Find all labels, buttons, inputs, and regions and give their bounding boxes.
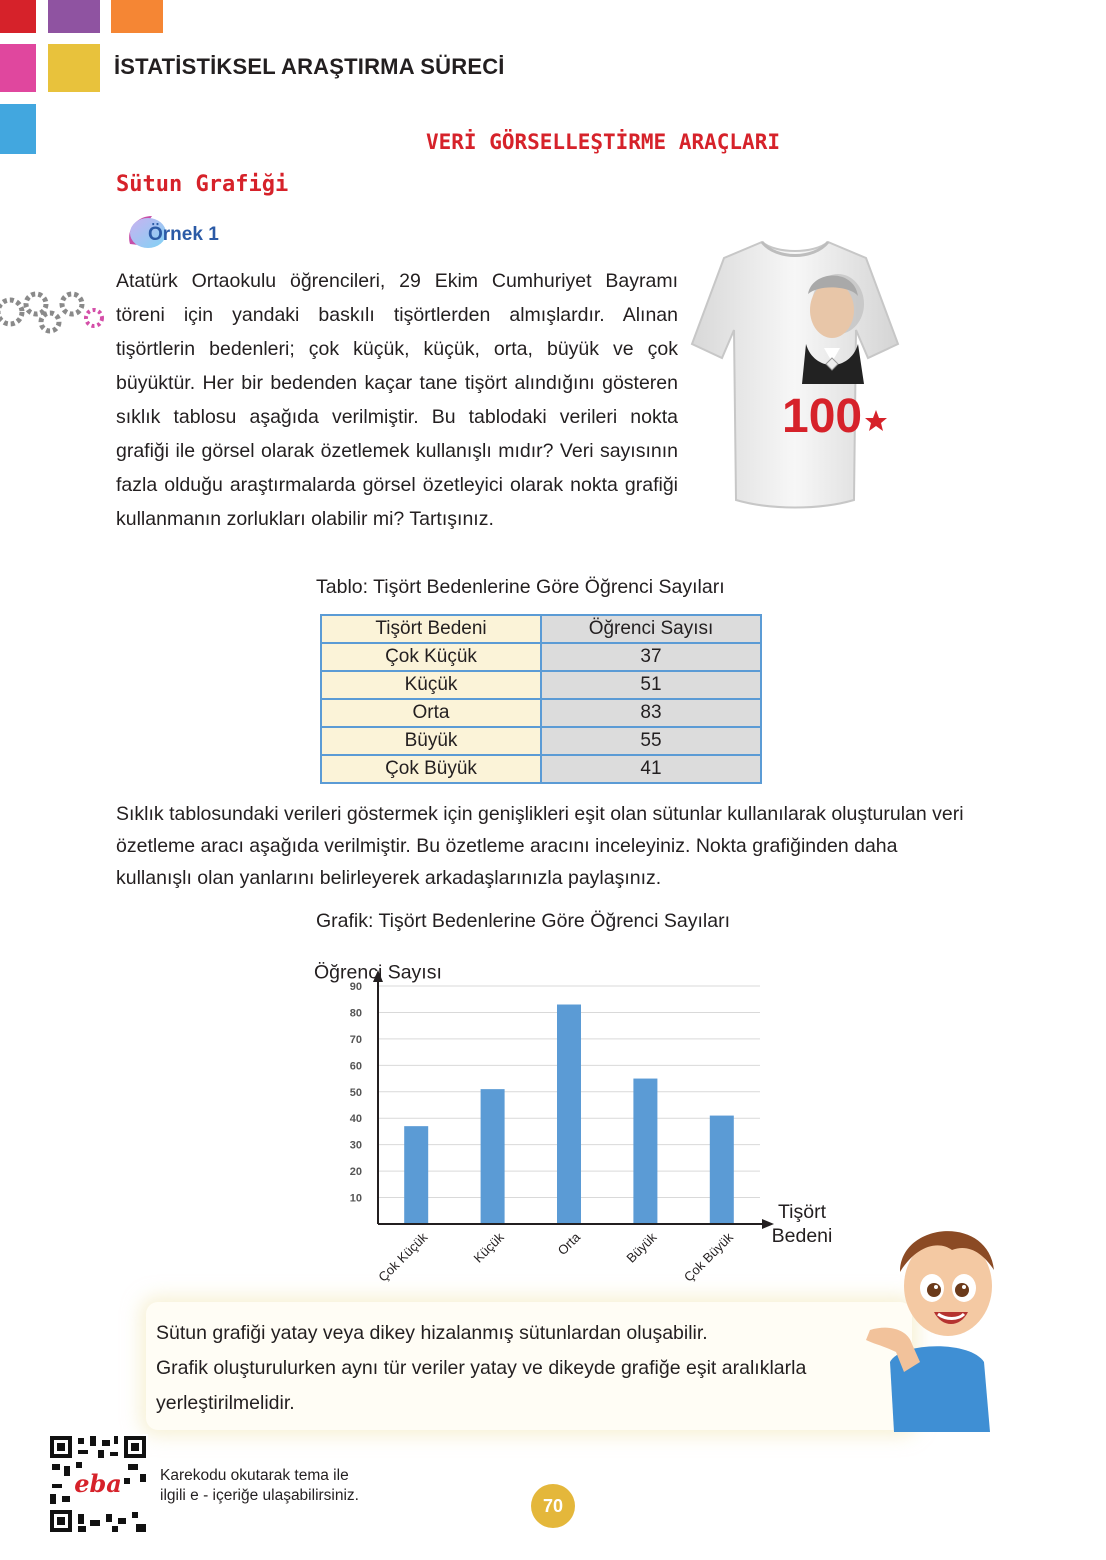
table-cell: 55 <box>541 727 761 755</box>
y-tick-label: 50 <box>349 1086 362 1099</box>
bar-2 <box>481 1089 505 1224</box>
qr-code-icon[interactable] <box>48 1434 148 1534</box>
example-paragraph: Atatürk Ortaokulu öğrencileri, 29 Ekim Cumhuriyet Bayramı töreni için yandaki baskılı tişörtlerden almışlardır. Alınan tişörtlerin bedenleri; çok küçük, küçük, orta, büyük ve çok büyüktür. Her bir bedenden kaçar tane tişört alındığını gösteren sıklık tablosu aşağıda verilmiştir. Bu tablodaki verileri nokta grafiği ile görsel olarak özetlemek kullanışlı mıdır? Veri sayısının fazla olduğu araştırmalarda görsel özetleyici olarak nokta grafiği kullanmanın zorlukları olabilir mi? Tartışınız. <box>116 270 678 530</box>
example-label: Örnek 1 <box>148 224 219 245</box>
tshirt-print-text: 100 <box>782 390 863 443</box>
table-cell: 41 <box>541 755 761 783</box>
table-cell: 51 <box>541 671 761 699</box>
table-row <box>321 671 761 699</box>
page-number: 70 <box>531 1484 575 1528</box>
bar-chart <box>300 960 860 1300</box>
x-tick-label: Çok Büyük <box>680 1229 736 1285</box>
sub-title: Sütun Grafiği <box>116 172 289 197</box>
bar-5 <box>710 1116 734 1224</box>
qr-caption-line: ilgili e - içeriğe ulaşabilirsiniz. <box>160 1487 359 1504</box>
table-row <box>321 727 761 755</box>
table-cell: Çok Büyük <box>321 755 541 783</box>
table-header-row <box>321 615 761 643</box>
eba-logo-text: eba <box>74 1469 122 1498</box>
note-line: Grafik oluşturulurken aynı tür veriler yatay ve dikeyde grafiğe eşit aralıklarla <box>156 1357 807 1379</box>
frequency-table <box>320 614 762 784</box>
table-cell: Orta <box>321 699 541 727</box>
y-tick-label: 20 <box>349 1166 362 1179</box>
x-tick-label: Çok Küçük <box>375 1229 431 1285</box>
qr-caption-line: Karekodu okutarak tema ile <box>160 1467 349 1484</box>
corner-square-orange <box>111 0 163 33</box>
bar-4 <box>633 1079 657 1224</box>
chart-caption: Grafik: Tişört Bedenlerine Göre Öğrenci Sayıları <box>316 910 731 932</box>
y-tick-label: 80 <box>349 1007 362 1020</box>
y-tick-label: 10 <box>349 1192 362 1205</box>
section-title: VERİ GÖRSELLEŞTİRME ARAÇLARI <box>425 130 780 154</box>
y-tick-label: 60 <box>349 1060 362 1073</box>
table-row <box>321 643 761 671</box>
table-header-cell: Tişört Bedeni <box>321 615 541 643</box>
corner-square-yellow <box>48 44 100 92</box>
x-tick-label: Orta <box>554 1229 584 1259</box>
y-tick-label: 90 <box>349 981 362 993</box>
bar-3 <box>557 1005 581 1224</box>
qr-caption <box>160 1466 359 1506</box>
table-cell: 83 <box>541 699 761 727</box>
corner-square-pink <box>0 44 36 92</box>
x-axis-label-line2: Bedeni <box>771 1225 833 1247</box>
note-line: Sütun grafiği yatay veya dikey hizalanmış sütunlardan oluşabilir. <box>156 1322 708 1344</box>
note-line: yerleştirilmelidir. <box>156 1392 295 1414</box>
header-title: İSTATİSTİKSEL ARAŞTIRMA SÜRECİ <box>114 54 505 79</box>
x-tick-label: Küçük <box>470 1229 507 1266</box>
table-header-cell: Öğrenci Sayısı <box>541 615 761 643</box>
corner-square-red <box>0 0 36 33</box>
x-axis-label-line1: Tişört <box>777 1201 827 1223</box>
y-tick-label: 30 <box>349 1139 362 1152</box>
tshirt-icon <box>690 234 900 510</box>
table-cell: Çok Küçük <box>321 643 541 671</box>
table-row <box>321 699 761 727</box>
y-axis-label: Öğrenci Sayısı <box>314 961 442 984</box>
gears-icon <box>0 290 110 336</box>
table-cell: Büyük <box>321 727 541 755</box>
table-cell: 37 <box>541 643 761 671</box>
boy-character-icon <box>860 1212 1000 1432</box>
y-tick-label: 40 <box>349 1113 362 1126</box>
bar-1 <box>404 1126 428 1224</box>
x-tick-label: Büyük <box>623 1229 660 1266</box>
table-row <box>321 755 761 783</box>
table-caption: Tablo: Tişört Bedenlerine Göre Öğrenci Sayıları <box>316 576 725 598</box>
y-tick-label: 70 <box>349 1033 362 1046</box>
chart-intro-paragraph: Sıklık tablosundaki verileri göstermek için genişlikleri eşit olan sütunlar kullanılarak oluşturulan veri özetleme aracı aşağıda verilmiştir. Bu özetleme aracını inceleyiniz. Nokta grafiğinden daha kullanışlı olan yanlarını belirleyerek arkadaşlarınızla paylaşınız. <box>116 803 964 889</box>
corner-square-purple <box>48 0 100 33</box>
table-cell: Küçük <box>321 671 541 699</box>
